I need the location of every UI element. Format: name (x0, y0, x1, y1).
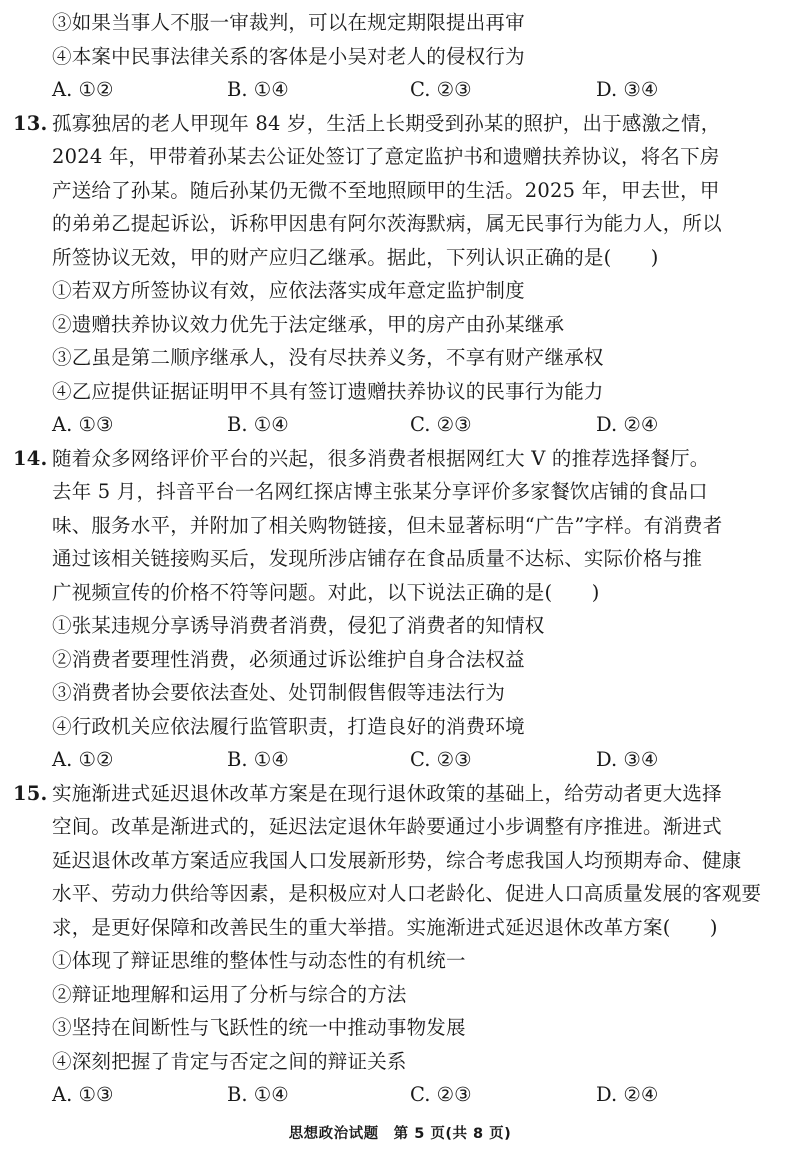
choice-statement: ③乙虽是第二顺序继承人，没有尽扶养义务，不享有财产继承权 (52, 346, 604, 369)
option-d: D. ③④ (596, 78, 659, 101)
question-stem-line: 水平、劳动力供给等因素，是积极应对人口老龄化、促进人口高质量发展的客观要 (52, 882, 762, 905)
option-c: C. ②③ (410, 78, 472, 101)
option-d: D. ③④ (596, 748, 659, 771)
choice-statement: ②遗赠扶养协议效力优先于法定继承，甲的房产由孙某继承 (52, 312, 565, 336)
option-a: A. ①② (52, 78, 114, 101)
question-stem-line: 广视频宣传的价格不符等问题。对此，以下说法正确的是( ) (52, 580, 600, 604)
choice-statement: ④行政机关应依法履行监管职责，打造良好的消费环境 (52, 714, 525, 738)
option-c: C. ②③ (410, 413, 472, 436)
page-footer: 思想政治试题 第 5 页(共 8 页) (288, 1126, 512, 1142)
option-c: C. ②③ (410, 748, 472, 771)
option-a: A. ①③ (52, 413, 114, 436)
answer-options (0, 408, 800, 442)
choice-statement: ①体现了辩证思维的整体性与动态性的有机统一 (52, 949, 466, 972)
choice-statement: ②消费者要理性消费，必须通过诉讼维护自身合法权益 (52, 647, 525, 671)
question-stem-line: 所签协议无效，甲的财产应归乙继承。据此，下列认识正确的是( ) (52, 245, 659, 269)
question-number: 14. (13, 446, 48, 470)
option-c: C. ②③ (410, 1083, 472, 1106)
option-a: A. ①③ (52, 1083, 114, 1106)
option-b: B. ①④ (227, 748, 289, 771)
previous-question-tail (0, 6, 800, 107)
option-b: B. ①④ (227, 1083, 289, 1106)
question-stem-line: 孤寡独居的老人甲现年 84 岁，生活上长期受到孙某的照护，出于感激之情， (52, 111, 721, 135)
question-number: 13. (13, 111, 48, 135)
question-stem-line: 延迟退休改革方案适应我国人口发展新形势，综合考虑我国人均预期寿命、健康 (52, 848, 742, 872)
option-d: D. ②④ (596, 413, 659, 436)
question-14 (0, 442, 800, 777)
question-stem-line: 求，是更好保障和改善民生的重大举措。实施渐进式延迟退休改革方案( ) (52, 915, 718, 939)
choice-statement: ④本案中民事法律关系的客体是小吴对老人的侵权行为 (52, 44, 525, 68)
option-d: D. ②④ (596, 1083, 659, 1106)
choice-statement: ②辩证地理解和运用了分析与综合的方法 (52, 982, 407, 1006)
choice-statement: ④深刻把握了肯定与否定之间的辩证关系 (52, 1049, 407, 1073)
choice-statement: ③消费者协会要依法查处、处罚制假售假等违法行为 (52, 681, 506, 704)
answer-options (0, 1078, 800, 1112)
question-15 (0, 777, 800, 1112)
answer-options (0, 73, 800, 107)
question-stem-line: 2024 年，甲带着孙某去公证处签订了意定监护书和遗赠扶养协议，将名下房 (52, 145, 720, 168)
question-number: 15. (13, 781, 48, 805)
question-stem-line: 实施渐进式延迟退休改革方案是在现行退休政策的基础上，给劳动者更大选择 (52, 781, 722, 805)
page-content (0, 6, 800, 1112)
question-stem-line: 去年 5 月，抖音平台一名网红探店博主张某分享评价多家餐饮店铺的食品口 (52, 480, 708, 503)
choice-statement: ③坚持在间断性与飞跃性的统一中推动事物发展 (52, 1016, 466, 1039)
option-a: A. ①② (52, 748, 114, 771)
choice-statement: ①张某违规分享诱导消费者消费，侵犯了消费者的知情权 (52, 614, 545, 637)
question-stem-line: 味、服务水平，并附加了相关购物链接，但未显著标明“广告”字样。有消费者 (52, 513, 723, 537)
option-b: B. ①④ (227, 413, 289, 436)
option-b: B. ①④ (227, 78, 289, 101)
question-stem-line: 随着众多网络评价平台的兴起，很多消费者根据网红大 V 的推荐选择餐厅。 (52, 446, 710, 470)
question-stem-line: 空间。改革是渐进式的，延迟法定退休年龄要通过小步调整有序推进。渐进式 (52, 815, 722, 838)
question-stem-line: 产送给了孙某。随后孙某仍无微不至地照顾甲的生活。2025 年，甲去世，甲 (52, 178, 720, 202)
choice-statement: ④乙应提供证据证明甲不具有签订遗赠扶养协议的民事行为能力 (52, 379, 604, 403)
answer-options (0, 743, 800, 777)
choice-statement: ①若双方所签协议有效，应依法落实成年意定监护制度 (52, 279, 525, 302)
question-stem-line: 通过该相关链接购买后，发现所涉店铺存在食品质量不达标、实际价格与推 (52, 547, 703, 570)
question-13 (0, 107, 800, 442)
question-stem-line: 的弟弟乙提起诉讼，诉称甲因患有阿尔茨海默病，属无民事行为能力人，所以 (52, 212, 722, 235)
choice-statement: ③如果当事人不服一审裁判，可以在规定期限提出再审 (52, 11, 525, 34)
